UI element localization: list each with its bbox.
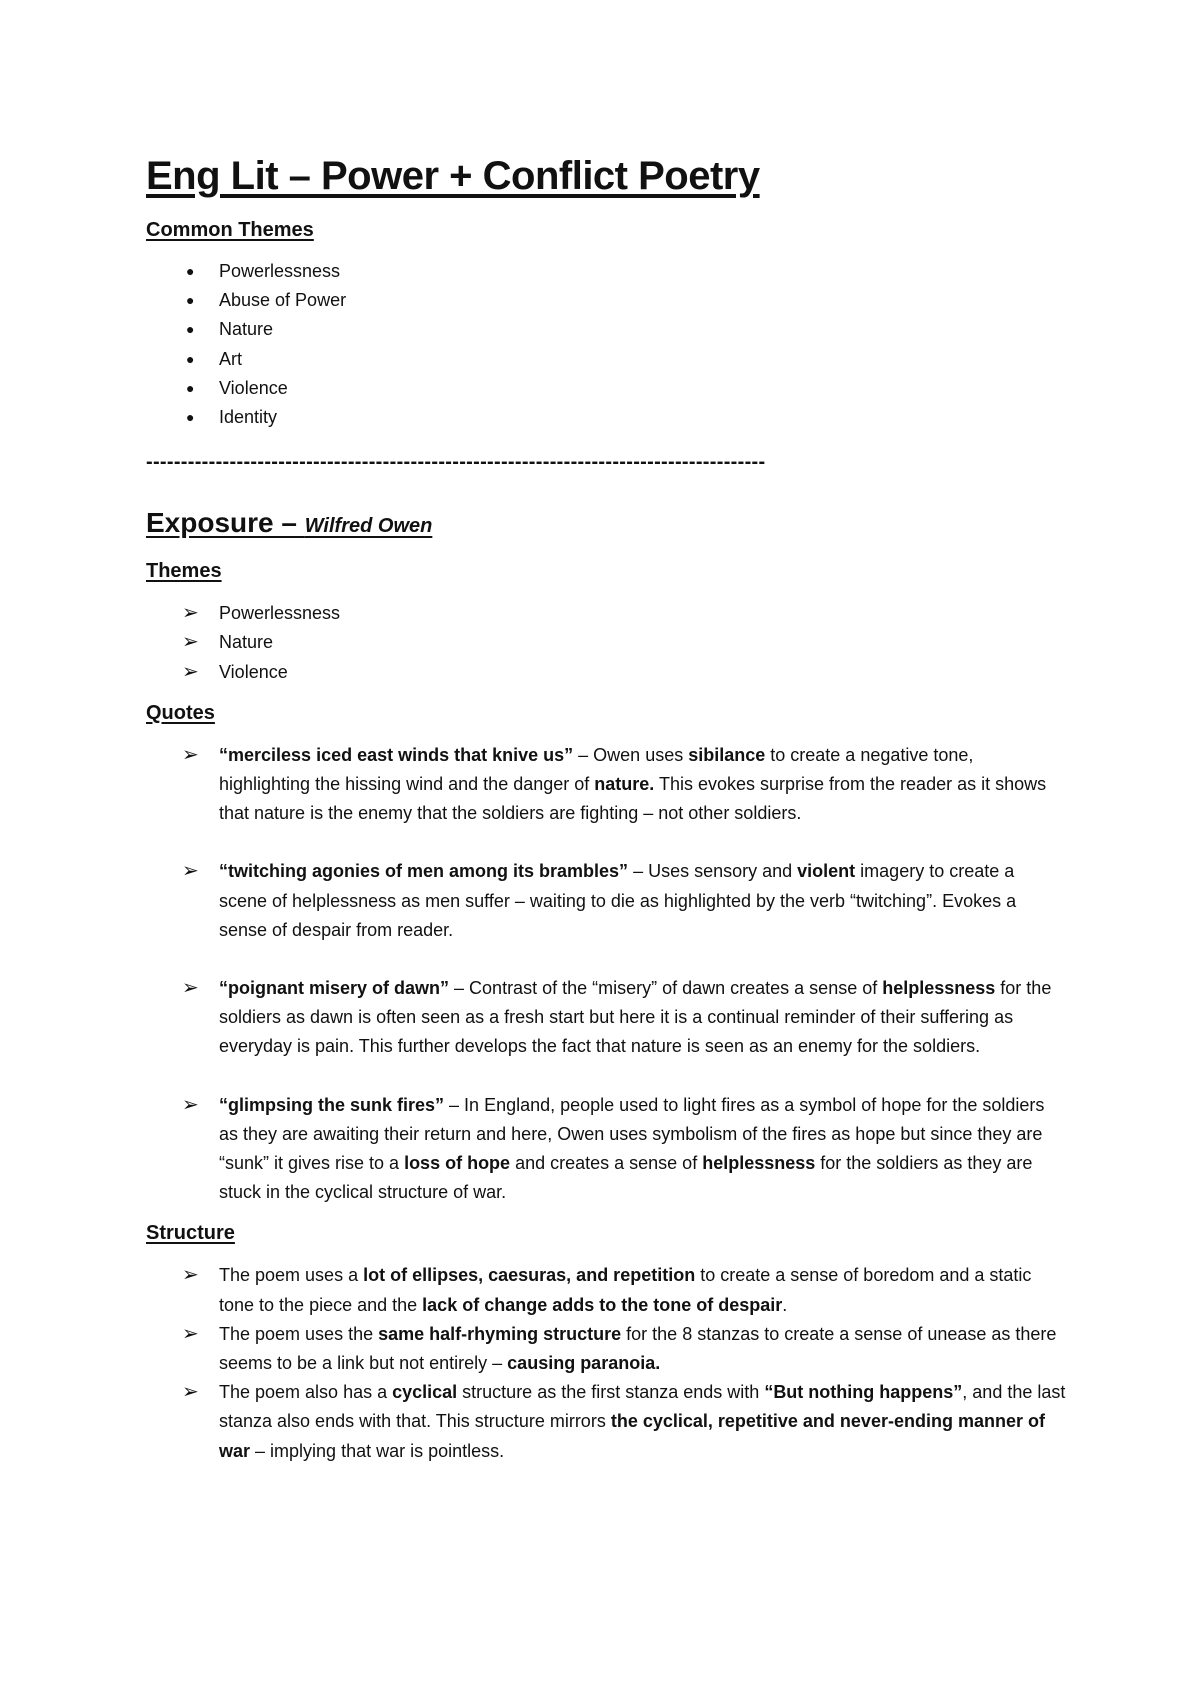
list-item: ● Identity (146, 403, 1066, 432)
bullet-icon: ● (186, 263, 195, 279)
document-title: Eng Lit – Power + Conflict Poetry (146, 154, 760, 198)
bullet-icon: ● (186, 379, 195, 396)
quotes-heading: Quotes (146, 701, 215, 724)
arrow-bullet-icon: ➢ (182, 1093, 199, 1116)
structure-item: ➢ The poem also has a cyclical structure as the first stanza ends with “But nothing happens”, and the last stanza also ends with that. This structure mirrors the cyclical, repetitive and never-ending manner of war – implying that war is pointless. (146, 1378, 1066, 1466)
poet-name: Wilfred Owen (304, 515, 433, 538)
structure-list (146, 1261, 1066, 1465)
list-item: ● Art (146, 345, 1066, 374)
quote-item: ➢ “glimpsing the sunk fires” – In England, people used to light fires as a symbol of hope for the soldiers as they are awaiting their return and here, Owen uses symbolism of the fires as hope but since they are “sunk” it gives rise to a loss of hope and creates a sense of helplessness for the soldiers as they are stuck in the cyclical structure of war. (146, 1091, 1066, 1208)
section-divider: ----------------------------------------------------------------------------------------- (146, 451, 766, 474)
list-item: ● Powerlessness (146, 257, 1066, 286)
bullet-icon: ● (186, 292, 195, 309)
quote-item: ➢ “twitching agonies of men among its brambles” – Uses sensory and violent imagery to create a scene of helplessness as men suffer – waiting to die as highlighted by the verb “twitching”. Evokes a sense of despair from reader. (146, 857, 1066, 945)
themes-heading: Themes (146, 560, 222, 583)
list-item: ● Nature (146, 315, 1066, 344)
list-item: ➢ Nature (146, 628, 1066, 657)
arrow-bullet-icon: ➢ (182, 1264, 199, 1287)
quote-item: ➢ “poignant misery of dawn” – Contrast of the “misery” of dawn creates a sense of helplessness for the soldiers as dawn is often seen as a fresh start but here it is a continual reminder of their suffering as everyday is pain. This further develops the fact that nature is seen as an enemy for the soldiers. (146, 974, 1066, 1062)
poem-title: Exposure – Wilfred Owen (146, 507, 433, 539)
bullet-icon: ● (186, 321, 195, 338)
common-themes-list (146, 257, 1066, 432)
arrow-bullet-icon: ➢ (182, 660, 199, 683)
structure-item: ➢ The poem uses a lot of ellipses, caesuras, and repetition to create a sense of boredom and a static tone to the piece and the lack of change adds to the tone of despair. (146, 1261, 1066, 1319)
list-item: ● Abuse of Power (146, 286, 1066, 315)
arrow-bullet-icon: ➢ (182, 1322, 199, 1345)
arrow-bullet-icon: ➢ (182, 977, 199, 1000)
structure-heading: Structure (146, 1222, 235, 1245)
list-item: ● Violence (146, 374, 1066, 403)
common-themes-heading: Common Themes (146, 219, 314, 241)
arrow-bullet-icon: ➢ (182, 860, 199, 883)
list-item: ➢ Powerlessness (146, 599, 1066, 628)
document-page (146, 150, 1066, 1466)
quotes-list (146, 741, 1066, 1208)
arrow-bullet-icon: ➢ (182, 631, 199, 654)
bullet-icon: ● (186, 350, 195, 367)
arrow-bullet-icon: ➢ (182, 743, 199, 766)
poem-themes-list (146, 599, 1066, 687)
arrow-bullet-icon: ➢ (182, 602, 199, 625)
quote-item: ➢ “merciless iced east winds that knive us” – Owen uses sibilance to create a negative tone, highlighting the hissing wind and the danger of nature. This evokes surprise from the reader as it shows that nature is the enemy that the soldiers are fighting – not other soldiers. (146, 741, 1066, 829)
bullet-icon: ● (186, 409, 195, 426)
structure-item: ➢ The poem uses the same half-rhyming structure for the 8 stanzas to create a sense of unease as there seems to be a link but not entirely – causing paranoia. (146, 1320, 1066, 1378)
arrow-bullet-icon: ➢ (182, 1381, 199, 1404)
list-item: ➢ Violence (146, 658, 1066, 687)
